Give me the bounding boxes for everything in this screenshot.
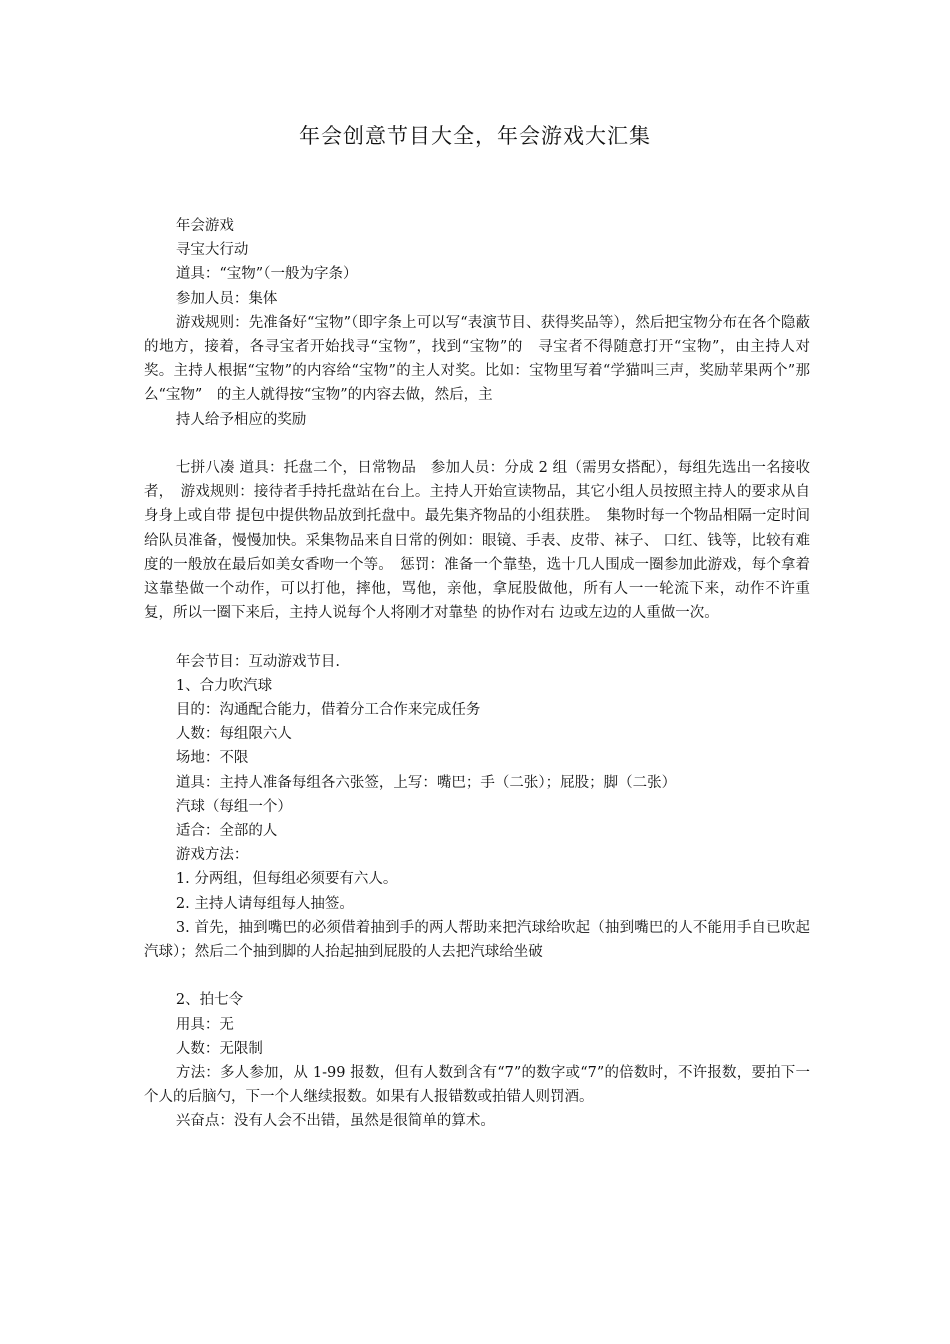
text-line: 场地：不限 xyxy=(175,750,249,767)
blank-line xyxy=(144,432,810,456)
text-line: 人数：每组限六人 xyxy=(175,726,292,743)
text-line: 目的：沟通配合能力，借着分工合作来完成任务 xyxy=(175,702,481,719)
document-body xyxy=(144,214,810,1134)
text-line: 兴奋点：没有人会不出错，虽然是很简单的算术。 xyxy=(175,1113,495,1130)
text-line: 持人给予相应的奖励 xyxy=(175,411,307,428)
text-line: 2. 主持人请每组每人抽签。 xyxy=(175,895,354,912)
text-line: 参加人员：集体 xyxy=(175,290,278,307)
text-line: 年会游戏 xyxy=(175,218,234,234)
text-line: 汽球（每组一个） xyxy=(175,798,292,815)
paragraph: 游戏规则：先准备好“宝物”（即字条上可以写“表演节目、获得奖品等），然后把宝物分布在各个隐蔽的地方，接着，各寻宝者开始找寻“宝物”，找到“宝物”的 寻宝者不得随意打开“宝物”，由主持人对奖。主持人根据“宝物”的内容给“宝物”的主人对奖。比如：宝物里写着“学猫叫三声，奖励苹果两个”那么“宝物” 的主人就得按“宝物”的内容去做，然后，主 xyxy=(144,314,810,404)
paragraph: 3. 首先，抽到嘴巴的必须借着抽到手的两人帮助来把汽球给吹起（抽到嘴巴的人不能用手自已吹起汽球）；然后二个抽到脚的人抬起抽到屁股的人去把汽球给坐破 xyxy=(144,919,810,961)
text-line: 道具：主持人准备每组各六张签，上写：嘴巴；手（二张）；屁股；脚（二张） xyxy=(175,774,677,791)
text-line: 道具：“宝物”（一般为字条） xyxy=(175,266,358,283)
text-line: 人数：无限制 xyxy=(175,1040,263,1057)
blank-line xyxy=(144,964,810,988)
text-line: 寻宝大行动 xyxy=(175,242,249,259)
text-line: 年会节目：互动游戏节目. xyxy=(175,653,340,670)
paragraph: 方法：多人参加，从 1-99 报数，但有人数到含有“7”的数字或“7”的倍数时，不许报数，要拍下一个人的后脑勺，下一个人继续报数。如果有人报错数或拍错人则罚酒。 xyxy=(144,1065,810,1106)
text-line: 适合：全部的人 xyxy=(175,823,278,840)
document-title: 年会创意节目大全，年会游戏大汇集 xyxy=(299,124,651,148)
paragraph: 七拼八凑 道具：托盘二个，日常物品 参加人员：分成 2 组（需男女搭配），每组先选出一名接收者， 游戏规则：接待者手持托盘站在台上。主持人开始宣读物品，其它小组人员按照主持人的要求从自身身上或自带 提包中提供物品放到托盘中。最先集齐物品的小组获胜。 集物时每一个物品相隔一定时间给队员准备，慢慢加快。采集物品来自日常的例如：眼镜、手表、皮带、袜子、 口红、钱等，比较有难度的一般放在最后如美女香吻一个等。 惩罚：准备一个靠垫，选十几人围成一圈参加此游戏，每个拿着这靠垫做一个动作，可以打他，摔他，骂他，亲他，拿屁股做他，所有人一一轮流下来，动作不许重复，所以一圈下来后，主持人说每个人将刚才对靠垫 的协作对右 边或左边的人重做一次。 xyxy=(144,460,810,622)
text-line: 游戏方法： xyxy=(175,847,249,864)
text-line: 2、拍七令 xyxy=(175,992,244,1009)
text-line: 1、合力吹汽球 xyxy=(175,677,273,694)
blank-line xyxy=(144,625,810,649)
text-line: 1. 分两组，但每组必须要有六人。 xyxy=(175,871,398,888)
text-line: 用具：无 xyxy=(175,1016,234,1033)
